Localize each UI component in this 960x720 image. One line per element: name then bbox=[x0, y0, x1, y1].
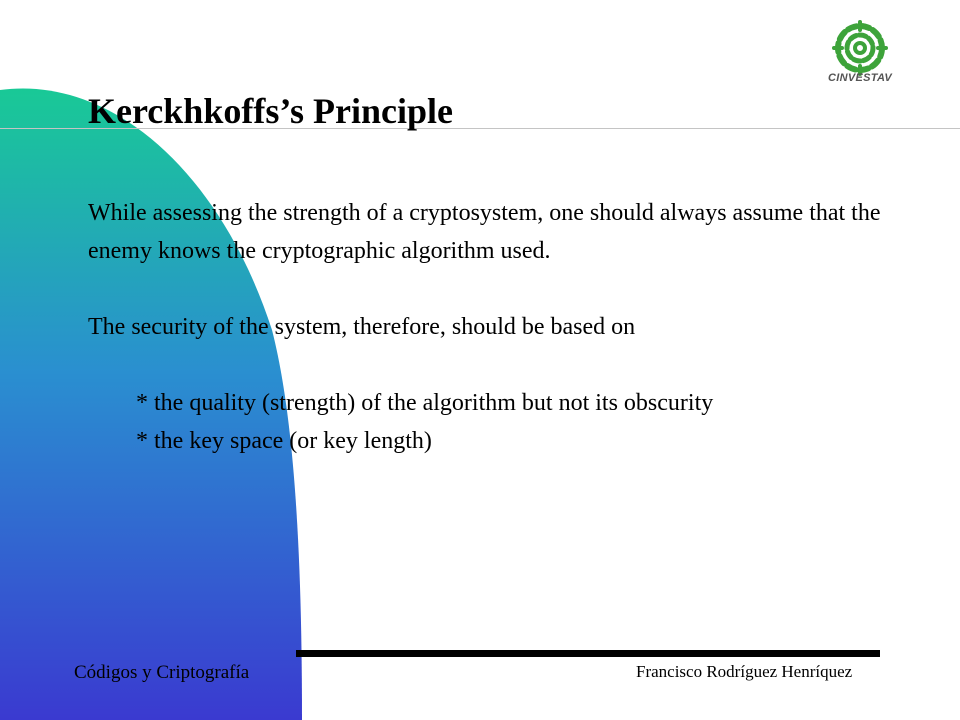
footer-author-name: Francisco Rodríguez Henríquez bbox=[636, 662, 853, 681]
body-paragraph: While assessing the strength of a cryptosystem, one should always assume that the enemy knows the cryptographic algorithm used. bbox=[88, 200, 881, 264]
footer-course-name: Códigos y Criptografía bbox=[74, 662, 250, 683]
bullet-item: * the key space (or key length) bbox=[136, 428, 432, 454]
logo-text: CINVESTAV bbox=[827, 72, 893, 84]
slide-body bbox=[88, 194, 918, 460]
body-paragraph: The security of the system, therefore, should be based on bbox=[88, 314, 636, 340]
footer-divider bbox=[296, 650, 880, 657]
bullet-item: * the quality (strength) of the algorithm but not its obscurity bbox=[136, 390, 714, 416]
slide-title: Kerckhkoffs’s Principle bbox=[88, 91, 453, 131]
